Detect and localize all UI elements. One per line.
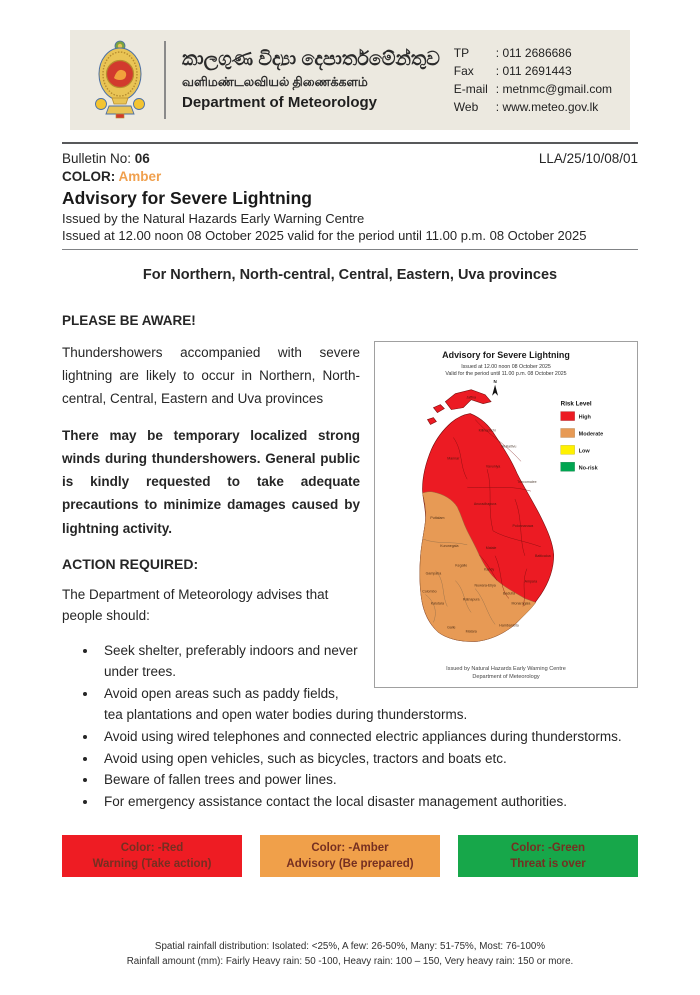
bullet-item: • Avoid using wired telephones and connected electric appliances during thunderstorms. <box>98 727 638 748</box>
bulletin-number-value: 06 <box>134 151 150 166</box>
bulletin-number <box>62 151 150 166</box>
contact-label: Web <box>453 100 479 114</box>
department-name-tamil: வளிமண்டலவியல் திணைக்களம் <box>182 74 368 89</box>
district-label: Gampaha <box>425 571 442 576</box>
department-name-english: Department of Meteorology <box>182 93 378 111</box>
bulletin-color-row <box>62 169 638 184</box>
legend-swatch-low <box>561 445 575 454</box>
contact-label: E-mail <box>453 82 488 96</box>
header-divider <box>164 41 166 119</box>
legend-swatch-moderate <box>561 428 575 437</box>
district-label: Badulla <box>503 591 515 596</box>
contact-label: TP <box>453 46 470 60</box>
contact-value: : 011 2691443 <box>495 64 572 78</box>
department-name-sinhala: කාලගුණ විද්‍යා දෙපාර්තමේන්තුව <box>182 48 440 70</box>
bulletin-reference: LLA/25/10/08/01 <box>538 151 638 166</box>
status-box-title: Color: -Green <box>510 841 586 854</box>
status-box-red-warning <box>62 835 242 877</box>
contact-label: Fax <box>453 64 474 78</box>
bulletin-color-label: COLOR: <box>62 169 119 184</box>
risk-map-figure <box>374 341 638 688</box>
district-label: Monaragala <box>511 601 531 606</box>
district-label: Jaffna <box>466 395 477 400</box>
footer-line-1: Spatial rainfall distribution: Isolated: <25%, A few: 26-50%, Many: 51-75%, Most: 76-100% <box>154 941 546 953</box>
bullet-item: • Avoid open areas such as paddy fields, tea plantations and open water bodies during thunderstorms. <box>98 684 638 726</box>
status-box-amber-advisory <box>260 835 440 877</box>
header-rule <box>62 142 638 144</box>
contact-value: : metnmc@gmail.com <box>495 82 612 96</box>
district-label: Kurunegala <box>440 543 459 548</box>
district-label: Hambantota <box>499 623 519 628</box>
legend-swatch-high <box>561 412 575 421</box>
district-label: Kandy <box>484 567 495 572</box>
legend-label-low: Low <box>578 448 590 455</box>
paragraph-thundershowers: Thundershowers accompanied with severe lightning are likely to occur in Northern, North-central, Central, Eastern and Uva provinces <box>62 345 360 407</box>
district-label: Matara <box>465 629 477 634</box>
bullet-item: • For emergency assistance contact the local disaster management authorities. <box>98 792 638 813</box>
district-label: Trincomalee <box>517 480 537 485</box>
contact-fax <box>454 62 612 80</box>
provinces-heading: For Northern, North-central, Central, Eastern, Uva provinces <box>142 267 558 283</box>
department-titles <box>182 49 454 111</box>
legend-label-high: High <box>578 414 591 421</box>
legend-title: Risk Level <box>560 400 592 408</box>
district-label: Batticaloa <box>534 553 551 558</box>
contact-email <box>454 80 612 98</box>
svg-text:N: N <box>493 378 497 384</box>
district-label: Anuradhapura <box>473 502 497 507</box>
action-intro: The Department of Meteorology advises that people should: <box>62 586 329 624</box>
bulletin-number-label: Bulletin No: <box>62 151 135 166</box>
map-caption-1: Issued by Natural Hazards Early Warning Centre <box>446 666 566 673</box>
issued-by-line: Issued by the Natural Hazards Early Warning Centre <box>62 211 365 226</box>
map-legend <box>561 401 604 472</box>
rainfall-definitions-footer <box>0 939 700 969</box>
district-label: Ratnapura <box>462 597 480 602</box>
contact-phone <box>454 44 612 62</box>
district-label: Mullaitivu <box>501 444 517 449</box>
advisory-body <box>62 341 638 813</box>
district-label: Kalutara <box>430 601 445 606</box>
contact-web <box>454 98 612 116</box>
contact-value: : 011 2686686 <box>495 46 572 60</box>
bulletin-meta-row <box>62 151 638 166</box>
bullet-item: • Avoid using open vehicles, such as bicycles, tractors and boats etc. <box>98 749 638 770</box>
document-title: Advisory for Severe Lightning <box>62 188 312 208</box>
legend-swatch-norisk <box>561 462 575 471</box>
status-box-subtitle: Advisory (Be prepared) <box>286 858 414 871</box>
map-title: Advisory for Severe Lightning <box>442 349 570 360</box>
map-subtitle-1: Issued at 12.00 noon 08 October 2025 <box>461 363 551 370</box>
map-islet <box>433 405 444 413</box>
district-label: Polonnaruwa <box>512 523 534 528</box>
status-box-subtitle: Warning (Take action) <box>92 858 212 871</box>
issued-at-line: Issued at 12.00 noon 08 October 2025 valid for the period until 11.00 p.m. 08 October 2025 <box>62 228 587 243</box>
district-label: Galle <box>447 625 456 630</box>
district-label: Kegalle <box>455 563 468 568</box>
district-label: Puttalam <box>430 515 445 520</box>
legend-label-norisk: No-risk <box>578 465 598 472</box>
department-crest-logo <box>92 40 148 120</box>
status-box-green-clear <box>458 835 638 877</box>
paragraph-strong-winds: There may be temporary localized strong winds during thundershowers. General public is kindly requested to take adequate precautions to minimize damages caused by lightning activity. <box>62 427 360 536</box>
legend-label-moderate: Moderate <box>578 431 604 438</box>
status-box-subtitle: Threat is over <box>510 858 586 871</box>
district-label: Ampara <box>524 579 538 584</box>
map-islet <box>427 418 436 425</box>
bulletin-color-value: Amber <box>118 169 162 184</box>
district-label: Matale <box>485 545 497 550</box>
status-legend-row <box>62 835 638 877</box>
footer-line-2: Rainfall amount (mm): Fairly Heavy rain: 50 -100, Heavy rain: 100 – 150, Very heavy rain: 150 or more. <box>126 956 574 968</box>
district-label: Nuwara-Eliya <box>474 583 496 588</box>
north-arrow-icon <box>492 379 498 396</box>
sri-lanka-risk-map <box>375 342 637 687</box>
header <box>70 30 630 130</box>
contact-value: : www.meteo.gov.lk <box>495 100 599 114</box>
contact-block <box>454 44 612 116</box>
please-be-aware-heading: PLEASE BE AWARE! <box>62 313 196 328</box>
district-label: Mannar <box>447 456 460 461</box>
status-box-title: Color: -Amber <box>311 841 389 854</box>
district-label: Vavuniya <box>485 464 501 469</box>
district-label: Kilinochchi <box>478 428 496 433</box>
map-subtitle-2: Valid for the period until 11.00 p.m. 08 October 2025 <box>445 370 567 377</box>
bullet-item: • Beware of fallen trees and power lines. <box>98 770 638 791</box>
section-rule <box>62 249 638 250</box>
action-required-heading: ACTION REQUIRED: <box>62 555 199 572</box>
district-label: Colombo <box>422 589 437 594</box>
bullet-item: • Seek shelter, preferably indoors and never under trees. <box>98 641 638 683</box>
status-box-title: Color: -Red <box>120 841 184 854</box>
map-caption-2: Department of Meteorology <box>472 674 540 681</box>
